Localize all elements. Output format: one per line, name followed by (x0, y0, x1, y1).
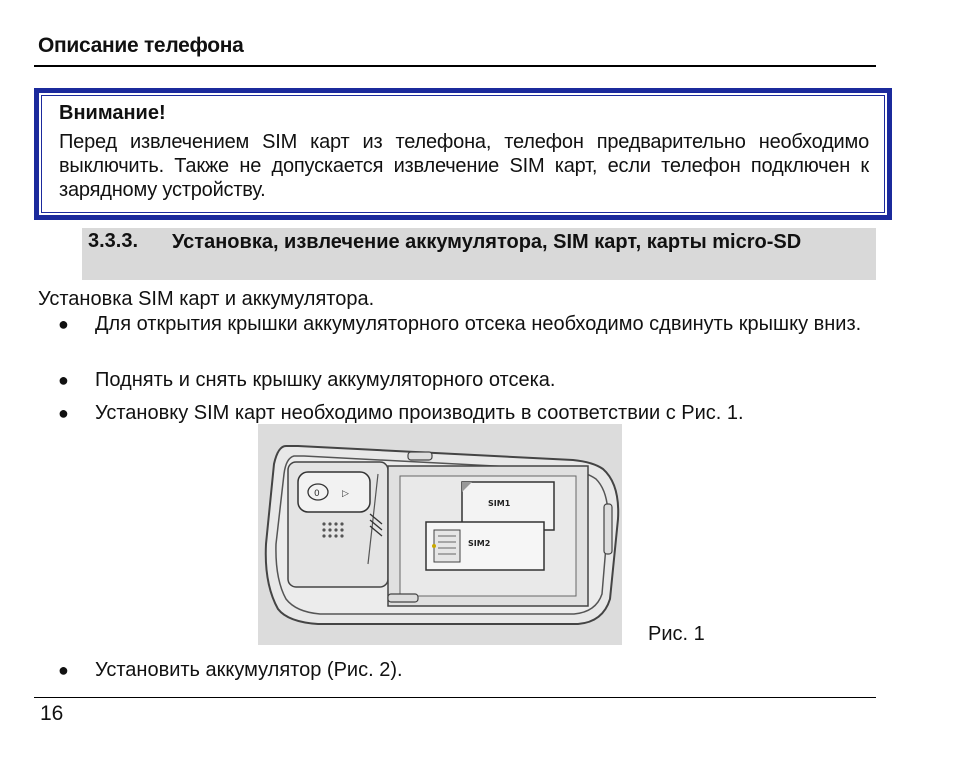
bullet-icon: ● (58, 403, 69, 423)
page-number: 16 (40, 702, 64, 725)
header-divider (34, 65, 876, 67)
intro-text: Установка SIM карт и аккумулятора. (38, 288, 375, 310)
warning-box (34, 88, 892, 220)
bullet-icon: ● (58, 314, 69, 334)
svg-text:0: 0 (314, 489, 320, 499)
figure-phone-sim-slots (258, 424, 622, 645)
bullet-icon: ● (58, 660, 69, 680)
bullet-icon: ● (58, 370, 69, 390)
figure-caption: Рис. 1 (648, 623, 705, 645)
phone-back-illustration (258, 424, 622, 645)
warning-title: Внимание! (59, 102, 166, 124)
section-title: Установка, извлечение аккумулятора, SIM карт, карты micro-SD (172, 231, 802, 253)
sim1-label: SIM1 (488, 499, 511, 508)
section-heading (82, 228, 876, 280)
footer-divider (34, 697, 876, 698)
list-item-text: Для открытия крышки аккумуляторного отсека необходимо сдвинуть крышку вниз. (95, 313, 862, 335)
sim2-label: SIM2 (468, 539, 491, 548)
warning-body: Перед извлечением SIM карт из телефона, телефон предварительно необходимо выключить. Также не допускается извлечение SIM карт, если телефон подключен к зарядному устройству. (59, 131, 869, 201)
page-header-title: Описание телефона (38, 34, 244, 57)
list-item-text: Установку SIM карт необходимо производить в соответствии с Рис. 1. (95, 402, 744, 424)
svg-text:▷: ▷ (342, 489, 349, 499)
section-number: 3.3.3. (88, 230, 139, 252)
list-item-text: Поднять и снять крышку аккумуляторного отсека. (95, 369, 556, 391)
list-item-text: Установить аккумулятор (Рис. 2). (95, 659, 403, 681)
